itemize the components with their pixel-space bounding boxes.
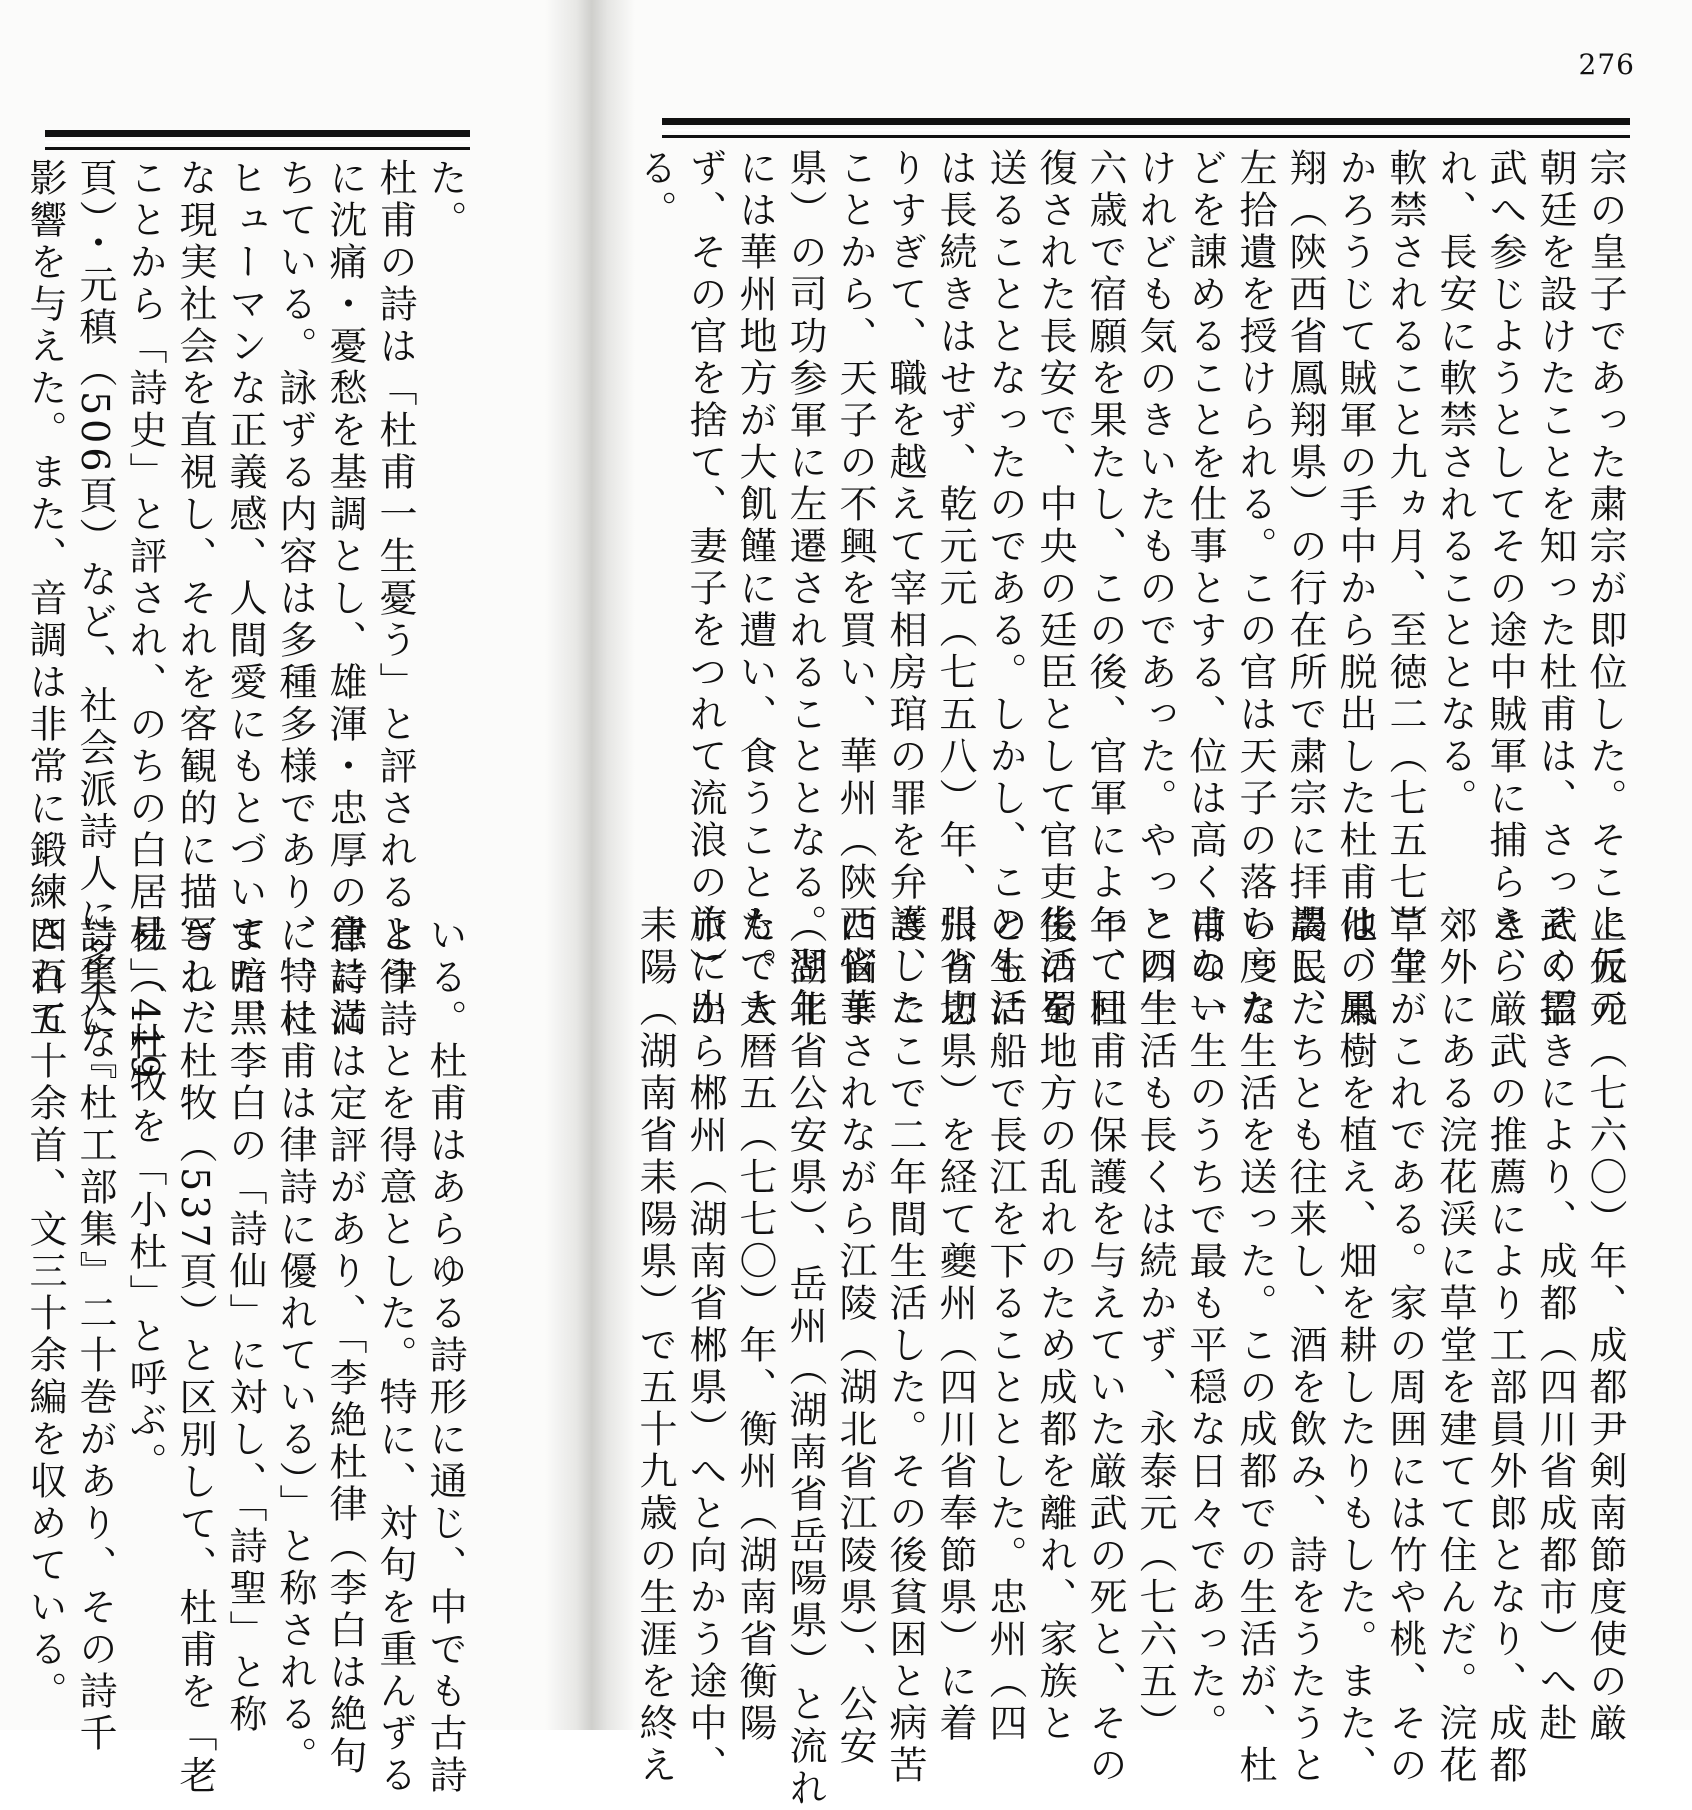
text-column: され、杜牧（537頁）と区別して、杜甫を「老 [173,915,217,1798]
text-column: に沈痛・憂愁を基調とし、雄渾・忠厚の意に満 [323,158,367,1040]
text-column: いる。杜甫はあらゆる詩形に通じ、中でも古詩 [423,915,467,1797]
text-column: 朝廷を設けたことを知った杜甫は、さっそく霊 [1533,148,1577,1030]
text-column: には華州地方が大飢饉に遭い、食うこともでき [733,148,777,1030]
text-column: き、厳武の推薦により工部員外郎となり、成都 [1483,905,1527,1787]
text-column: 年、杜甫に保護を与えていた厳武の死と、その [1083,905,1127,1787]
left-header-rule [45,130,470,150]
text-column: 川省忠県）を経て夔州（四川省奉節県）に着 [933,905,977,1745]
left-lower-text [23,915,470,1798]
text-column: 草堂がこれである。家の周囲には竹や桃、その [1383,905,1427,1787]
text-column: りすぎて、職を越えて宰相房琯の罪を弁護した [883,148,927,1030]
text-column: （湖北省公安県）、岳州（湖南省岳陽県）と流れ [783,905,827,1810]
text-column: 影響を与えた。また、音調は非常に鍛練されて [23,158,67,1040]
text-column: 軟禁されること九ヵ月、至徳二（七五七）年 [1383,148,1427,988]
text-column: 武へ参じようとしてその途中賊軍に捕らえら [1483,148,1527,988]
text-column: き、ここで二年間生活した。その後貧困と病苦 [883,905,927,1787]
text-column: 甫の一生のうちで最も平穏な日々であった。 [1183,905,1227,1745]
book-spine-shadow [545,0,635,1730]
text-column: 耒陽（湖南省耒陽県）で五十九歳の生涯を終え [633,905,677,1787]
text-column: どを諌めることを仕事とする、位は高くはない [1183,148,1227,1030]
text-column: ちている。詠ずる内容は多種多様であり、特に [273,158,317,1040]
text-column: 頁）・元稹（506頁）など、社会派詩人に多大な [73,158,117,1064]
right-lower-text [633,905,1630,1810]
text-column: いった生活を送った。この成都での生活が、杜 [1233,905,1277,1787]
text-column: 四百五十余首、文三十余編を収めている。 [23,915,67,1713]
right-upper-text [633,148,1630,1030]
text-column: 市）から郴州（湖南省郴県）へと向かう途中、 [683,905,727,1787]
text-column: 翔（陝西省鳳翔県）の行在所で粛宗に拝謁し、 [1283,148,1327,1030]
text-column: 六歳で宿願を果たし、この後、官軍によって回 [1083,148,1127,1030]
text-column: に、杜甫は律詩に優れている）」と称される。 [273,915,317,1778]
text-column: に悩まされながら江陵（湖北省江陵県）、公安 [833,905,877,1768]
text-column: れ、長安に軟禁されることとなる。 [1433,148,1477,820]
text-column: 宗の皇子であった粛宗が即位した。そこに仮の [1583,148,1627,1030]
text-column: ヒューマンな正義感、人間愛にもとづいて暗黒 [223,158,267,1040]
text-column: この生活も長くは続かず、永泰元（七六五） [1133,905,1177,1745]
text-column: かろうじて賊軍の手中から脱出した杜甫は、鳳 [1333,148,1377,1030]
text-column: 律詩には定評があり、「李絶杜律（李白は絶句 [323,915,367,1778]
text-column: 県）の司功参軍に左遷されることとなる。翌年 [783,148,827,1030]
text-column: な現実社会を直視し、それを客観的に描写した [173,158,217,1040]
text-column: た。 [423,158,467,242]
text-column: 左拾遺を授けられる。この官は天子の落ち度な [1233,148,1277,1030]
text-column: は長続きはせず、乾元元（七五八）年、張り切 [933,148,977,1030]
text-column: 農民たちとも往来し、酒を飲み、詩をうたうと [1283,905,1327,1787]
text-column: た。大暦五（七七〇）年、衡州（湖南省衡陽 [733,905,777,1745]
text-column: と律詩とを得意とした。特に、対句を重んずる [373,915,417,1797]
left-upper-text [23,158,470,1083]
text-column: また、李白の「詩仙」に対し、「詩聖」と称 [223,915,267,1736]
page-number: 276 [1578,48,1635,81]
text-column: けれども気のきいたものであった。やっと四十 [1133,148,1177,1030]
text-column: 後の蜀地方の乱れのため成都を離れ、家族と [1033,905,1077,1745]
text-column: 杜」、杜牧を「小杜」と呼ぶ。 [123,915,167,1484]
text-column: 送ることとなったのである。しかし、この生活 [983,148,1027,1030]
text-column: 武の招きにより、成都（四川省成都市）へ赴 [1533,905,1577,1745]
text-column: ず、その官を捨て、妻子をつれて流浪の旅に出 [683,148,727,1030]
text-column: る。 [633,148,677,232]
text-column: ことから、天子の不興を買い、華州（陝西省華 [833,148,877,1030]
text-column: 上元元（七六〇）年、成都尹剣南節度使の厳 [1583,905,1627,1745]
text-column: ことから「詩史」と評され、のちの白居易（419 [123,158,167,1083]
text-column: 他の果樹を植え、畑を耕したりもした。また、 [1333,905,1377,1787]
text-column: 詩集に『杜工部集』二十巻があり、その詩千 [73,915,117,1755]
right-header-rule [662,118,1630,138]
text-column: 復された長安で、中央の廷臣として官吏生活を [1033,148,1077,1030]
text-column: ともに船で長江を下ることとした。忠州（四 [983,905,1027,1745]
text-column: 郊外にある浣花渓に草堂を建てて住んだ。浣花 [1433,905,1477,1787]
text-column: 杜甫の詩は「杜甫一生憂う」と評されるよう [373,158,417,998]
